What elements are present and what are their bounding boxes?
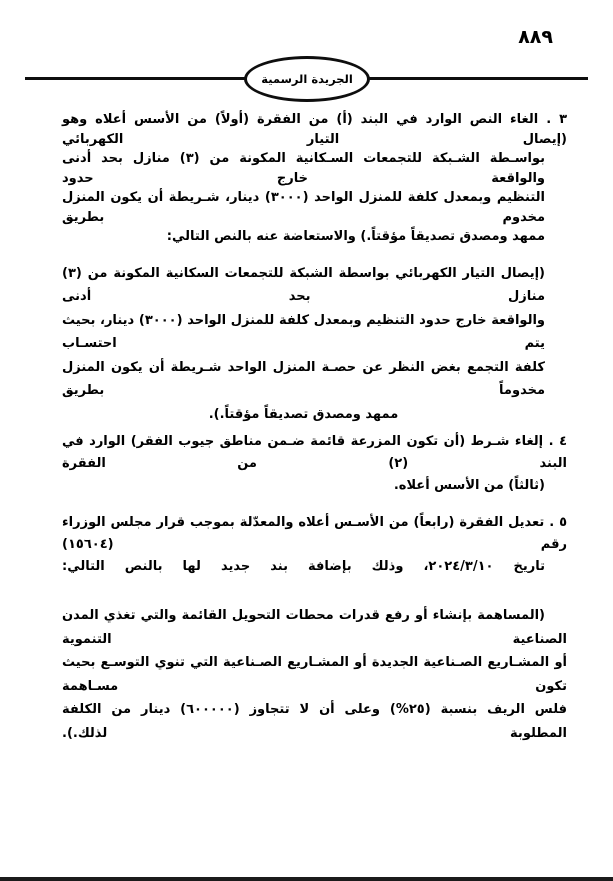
gazette-title-badge (244, 56, 370, 102)
line-text: فلس الريف بنسبة (٢٥%) وعلى أن لا تتجاوز (٦٠٠٠٠٠) دينار من الكلفة المطلوبة لذلك.). (62, 702, 568, 741)
line-text: ممهد ومصدق تصديقاً مؤقتاً.). (208, 406, 399, 422)
text-line (62, 149, 545, 188)
line-text: (المساهمة بإنشاء أو رفع قدرات محطات التحويل القائمة والتي تغذي المدن الصناعية التنموية (62, 608, 567, 647)
line-text: إلغاء شـرط (أن تكون المزرعة قائمة ضـمن مناطق جيوب الفقر) الوارد في البند (٢) من الفقرة (62, 434, 567, 471)
clause-item-3 (62, 110, 567, 247)
line-text: ممهد ومصدق تصديقاً مؤقتاً.) والاستعاضة عنه بالنص التالي: (166, 229, 545, 244)
line-text: تاريخ ٢٠٢٤/٣/١٠، وذلك بإضافة بند جديد لها بالنص التالي: (62, 559, 546, 574)
quoted-text-block-1 (62, 262, 545, 427)
text-line (62, 651, 567, 698)
line-text: (إيصال التيار الكهربائي بواسطة الشبكة للتجمعات السكانية المكونة من (٣) منازل بحد أدنى (62, 265, 545, 304)
page-bottom-bar (0, 877, 613, 881)
gazette-title: الجريدة الرسمية (261, 72, 353, 86)
line-text: (ثالثاً) من الأسس أعلاه. (393, 478, 545, 493)
line-text: والواقعة خارج حدود التنظيم وبمعدل كلفة للمنزل الواحد (٣٠٠٠) دينار، بحيث يتم احتسـاب (62, 312, 545, 351)
text-line (62, 512, 567, 556)
line-text: تعديل الفقرة (رابعاً) من الأسـس أعلاه والمعدّلة بموجب قرار مجلس الوزراء رقم (١٥٦٠٤) (62, 515, 567, 552)
text-line (62, 227, 545, 247)
item-number: ٤ . (548, 434, 567, 449)
item-number: ٣ . (546, 112, 568, 127)
line-text: التنظيم وبمعدل كلفة للمنزل الواحد (٣٠٠٠) دينار، شـريطة أن يكون المنزل مخدوم بطريق (62, 190, 545, 225)
text-line (62, 110, 567, 149)
clause-item-5 (62, 512, 567, 578)
text-line (62, 262, 545, 309)
text-line (62, 431, 567, 475)
text-line (62, 403, 545, 427)
text-line (62, 188, 545, 227)
text-line (62, 356, 545, 403)
line-text: بواسـطة الشـبكة للتجمعات السـكانية المكونة من (٣) منازل بحد أدنى والواقعة خارج حدود (62, 151, 545, 186)
text-line (62, 698, 567, 745)
line-text: كلفة التجمع بغض النظر عن حصـة المنزل الواحد شـريطة أن يكون المنزل مخدوماً بطريق (62, 359, 545, 398)
document-body (62, 110, 567, 745)
text-line (62, 556, 545, 578)
line-text: الغاء النص الوارد في البند (أ) من الفقرة (أولاً) من الأسس أعلاه وهو (إيصال التيار الكهربائي (62, 112, 567, 147)
quoted-text-block-2 (62, 604, 567, 745)
text-line (62, 604, 567, 651)
clause-item-4 (62, 431, 567, 497)
text-line (62, 475, 545, 497)
item-number: ٥ . (549, 515, 567, 530)
line-text: أو المشـاريع الصـناعية الجديدة أو المشـاريع الصـناعية التي تنوي التوسـع بحيث تكون مسـاهمة (62, 655, 567, 694)
page-number: ٨٨٩ (518, 26, 553, 48)
text-line (62, 309, 545, 356)
